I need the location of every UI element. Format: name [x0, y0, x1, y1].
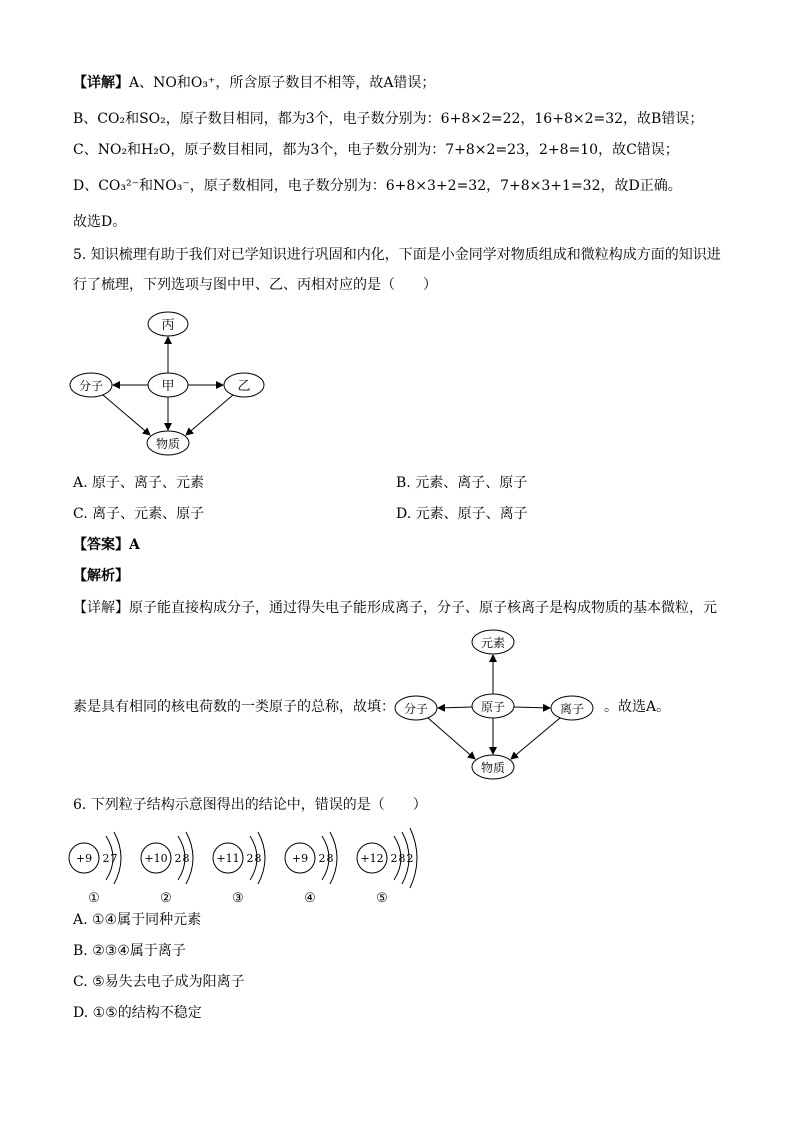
electron-count: 8 [182, 852, 190, 865]
particle-label: ③ [232, 891, 244, 906]
q5-answer: 【答案】A [73, 537, 140, 553]
electron-count: 2 [102, 852, 110, 865]
electron-count: 2 [318, 852, 326, 865]
answer-arrow-center-to-left [438, 707, 472, 708]
q5-detail-line-2-pre: 素是具有相同的核电荷数的一类原子的总称，故填： [73, 699, 395, 715]
particle-diagram-5 [357, 828, 417, 906]
prev-detail-line-b: B、CO₂和SO₂，原子数目相同，都为3个，电子数分别为：6+8×2=22，16+8×2=32，故B错误； [73, 111, 704, 127]
diagram-node-right-label: 乙 [237, 379, 251, 394]
diagram-node-top-label: 丙 [161, 318, 175, 333]
answer-arrow-left-to-bottom [428, 718, 475, 759]
electron-count: 2 [246, 852, 254, 865]
diagram-node-center-label: 甲 [161, 379, 175, 394]
prev-detail-line-d: D、CO₃²⁻和NO₃⁻，原子数相同，电子数分别为：6+8×3+2=32，7+8×3+1=32，故D正确。 [73, 178, 682, 194]
answer-node-bottom-label: 物质 [480, 761, 506, 775]
q6-particle-diagrams [66, 820, 436, 910]
electron-count: 2 [174, 852, 182, 865]
electron-count: 2 [406, 852, 414, 865]
q6-option-d[interactable]: D. ①⑤的结构不稳定 [73, 1005, 202, 1021]
q5-stem-line-2: 行了梳理，下列选项与图中甲、乙、丙相对应的是（ ） [73, 277, 437, 293]
q5-analysis-label: 【解析】 [73, 568, 129, 584]
prev-detail-line-c: C、NO₂和H₂O，原子数目相同，都为3个，电子数分别为：7+8×2=23，2+8=10，故C错误； [73, 142, 679, 158]
particle-diagram-1 [69, 832, 121, 906]
electron-count: 8 [326, 852, 334, 865]
q5-detail-line-2-post: 。故选A。 [604, 699, 671, 715]
q5-option-d[interactable]: D. 元素、原子、离子 [396, 506, 528, 522]
diagram-node-bottom-label: 物质 [155, 437, 181, 451]
q5-option-c[interactable]: C. 离子、元素、原子 [73, 506, 205, 522]
particle-diagram-2 [141, 832, 193, 906]
particle-diagram-4 [285, 832, 337, 906]
answer-arrow-right-to-bottom [511, 718, 560, 759]
q6-stem: 6. 下列粒子结构示意图得出的结论中，错误的是（ ） [73, 797, 427, 813]
answer-node-left-label: 分子 [403, 702, 429, 716]
particle-label: ④ [304, 891, 316, 906]
nucleus-charge: +9 [291, 852, 309, 865]
q6-option-a[interactable]: A. ①④属于同种元素 [73, 912, 202, 928]
particle-label: ② [160, 891, 172, 906]
electron-count: 8 [254, 852, 262, 865]
answer-node-top-label: 元素 [480, 636, 506, 650]
prev-conclusion: 故选D。 [73, 214, 127, 230]
q6-option-c[interactable]: C. ⑤易失去电子成为阳离子 [73, 974, 245, 990]
electron-count: 7 [110, 852, 118, 865]
diagram-node-left-label: 分子 [78, 379, 104, 393]
detail-label: 【详解】 [73, 75, 129, 91]
prev-detail-line-a [73, 73, 435, 93]
particle-label: ⑤ [376, 891, 388, 906]
nucleus-charge: +11 [216, 852, 240, 865]
q5-diagram [66, 308, 276, 468]
prev-line-a-text: A、NO和O₃⁺，所含原子数目不相等，故A错误； [129, 75, 436, 91]
q5-option-a[interactable]: A. 原子、离子、元素 [73, 475, 205, 491]
q6-option-b[interactable]: B. ②③④属于离子 [73, 943, 186, 959]
nucleus-charge: +9 [75, 852, 93, 865]
particle-diagram-3 [213, 832, 265, 906]
q5-detail-line-1: 【详解】原子能直接构成分子，通过得失电子能形成离子，分子、原子核离子是构成物质的基本微粒，元 [73, 600, 717, 616]
arrow-right-to-bottom [186, 395, 233, 435]
answer-node-center-label: 原子 [480, 700, 506, 714]
answer-node-right-label: 离子 [559, 702, 585, 716]
electron-count: 2 [390, 852, 398, 865]
arrow-left-to-bottom [103, 395, 150, 435]
q5-answer-diagram [392, 626, 602, 786]
particle-label: ① [88, 891, 100, 906]
q5-stem-line-1: 5. 知识梳理有助于我们对已学知识进行巩固和内化，下面是小金同学对物质组成和微粒构成方面的知识进 [73, 247, 721, 263]
q5-option-b[interactable]: B. 元素、离子、原子 [396, 475, 528, 491]
nucleus-charge: +10 [144, 852, 168, 865]
answer-arrow-center-to-right [514, 707, 550, 708]
electron-count: 8 [398, 852, 406, 865]
nucleus-charge: +12 [360, 852, 384, 865]
